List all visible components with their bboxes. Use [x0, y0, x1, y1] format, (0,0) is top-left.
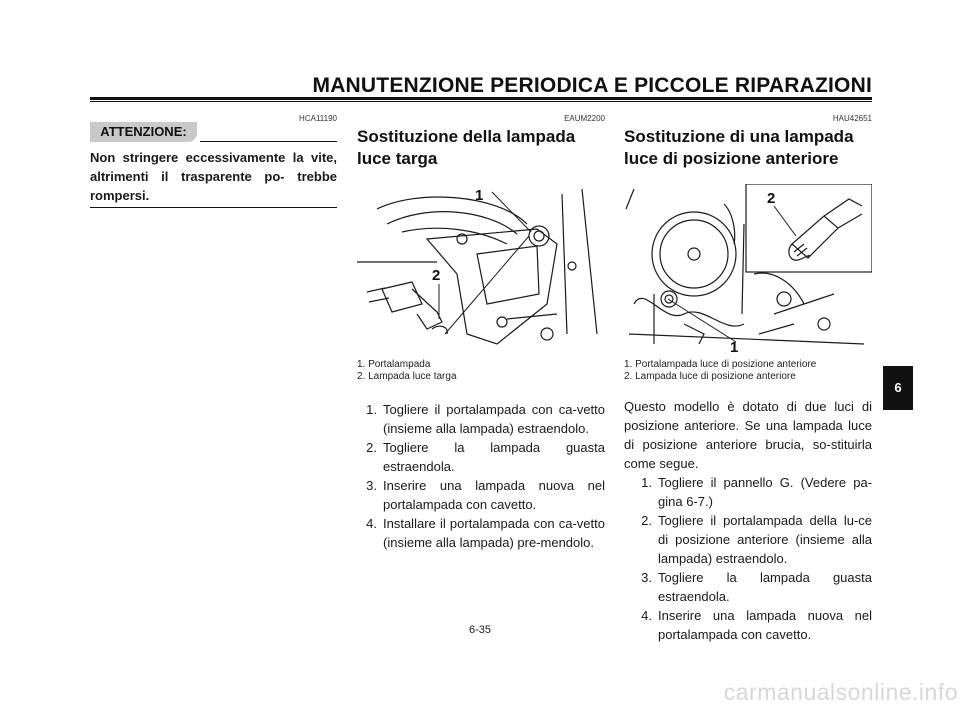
- section-title-line: Sostituzione di una lampada: [624, 127, 854, 146]
- step-text: Togliere la lampada guasta estraendola.: [658, 570, 872, 604]
- steps-list: [632, 473, 872, 644]
- warning-text-end: trebbe rompersi.: [90, 169, 337, 203]
- section-code: HCA11190: [299, 114, 337, 123]
- header-rule-thin: [90, 101, 872, 102]
- section-title: [357, 126, 607, 170]
- step-text: Togliere il portalampada con ca-vetto (insieme alla lampada) estraendolo.: [383, 402, 605, 436]
- caption-line: 2. Lampada luce targa: [357, 371, 457, 382]
- step-number: 3.: [641, 570, 652, 585]
- inset-frame: [746, 184, 872, 272]
- step-number: 2.: [641, 513, 652, 528]
- section-title-line: luce di posizione anteriore: [624, 149, 839, 168]
- warning-divider: [200, 141, 337, 142]
- list-item: [632, 511, 872, 568]
- step-number: 3.: [366, 478, 377, 493]
- figure-callout: 1: [730, 339, 739, 354]
- intro-paragraph: Questo modello è dotato di due luci di posizione anteriore. Se una lampada luce di posizione anteriore brucia, so-stituirla come segue.: [624, 399, 872, 471]
- section-code: HAU42651: [832, 114, 872, 123]
- section-title: [624, 126, 874, 170]
- caption-line: 1. Portalampada luce di posizione anteriore: [624, 359, 817, 370]
- warning-text: [90, 148, 337, 205]
- step-number: 1.: [366, 402, 377, 417]
- position-light-illustration: [624, 184, 872, 354]
- step-text: Togliere il portalampada della lu-ce di posizione anteriore (insieme alla lampada) estraendolo.: [658, 513, 872, 566]
- page-title: MANUTENZIONE PERIODICA E PICCOLE RIPARAZIONI: [312, 74, 872, 97]
- leader-line: [445, 236, 529, 334]
- list-item: [357, 476, 605, 514]
- figure-caption: [624, 359, 874, 383]
- step-text: Installare il portalampada con ca-vetto (insieme alla lampada) pre-mendolo.: [383, 516, 605, 550]
- position-light-figure: [624, 184, 872, 354]
- figure-caption: [357, 359, 607, 383]
- page-number: 6-35: [468, 624, 492, 636]
- warning-bottom-rule: [90, 207, 337, 208]
- figure-callout: 1: [475, 187, 484, 204]
- header-rule: [90, 97, 872, 100]
- figure-callout: 2: [432, 267, 441, 284]
- caption-line: 1. Portalampada: [357, 359, 431, 370]
- license-light-figure: [357, 184, 605, 354]
- step-text: Inserire una lampada nuova nel portalampada con cavetto.: [658, 608, 872, 642]
- step-text: Togliere la lampada guasta estraendola.: [383, 440, 605, 474]
- list-item: [632, 606, 872, 644]
- section-code: EAUM2200: [564, 114, 605, 123]
- leader-line: [492, 192, 531, 232]
- caption-line: 2. Lampada luce di posizione anteriore: [624, 371, 796, 382]
- warning-text-main: Non stringere eccessivamente la vite, altrimenti il trasparente po-: [90, 150, 337, 184]
- step-number: 1.: [641, 475, 652, 490]
- watermark: carmanualsonline.info: [723, 679, 958, 705]
- figure-callout: 2: [767, 190, 776, 207]
- step-text: Inserire una lampada nuova nel portalampada con cavetto.: [383, 478, 605, 512]
- list-item: [357, 514, 605, 552]
- list-item: [357, 400, 605, 438]
- chapter-tab[interactable]: 6: [883, 366, 913, 410]
- list-item: [357, 438, 605, 476]
- step-number: 4.: [366, 516, 377, 531]
- step-text: Togliere il pannello G. (Vedere pa-gina 6-7.): [658, 475, 872, 509]
- section-title-line: luce targa: [357, 149, 438, 168]
- warning-badge: ATTENZIONE:: [90, 122, 197, 142]
- section-title-line: Sostituzione della lampada: [357, 127, 576, 146]
- license-light-illustration: [357, 184, 605, 354]
- step-number: 4.: [641, 608, 652, 623]
- list-item: [632, 473, 872, 511]
- list-item: [632, 568, 872, 606]
- steps-list: [357, 400, 605, 552]
- step-number: 2.: [366, 440, 377, 455]
